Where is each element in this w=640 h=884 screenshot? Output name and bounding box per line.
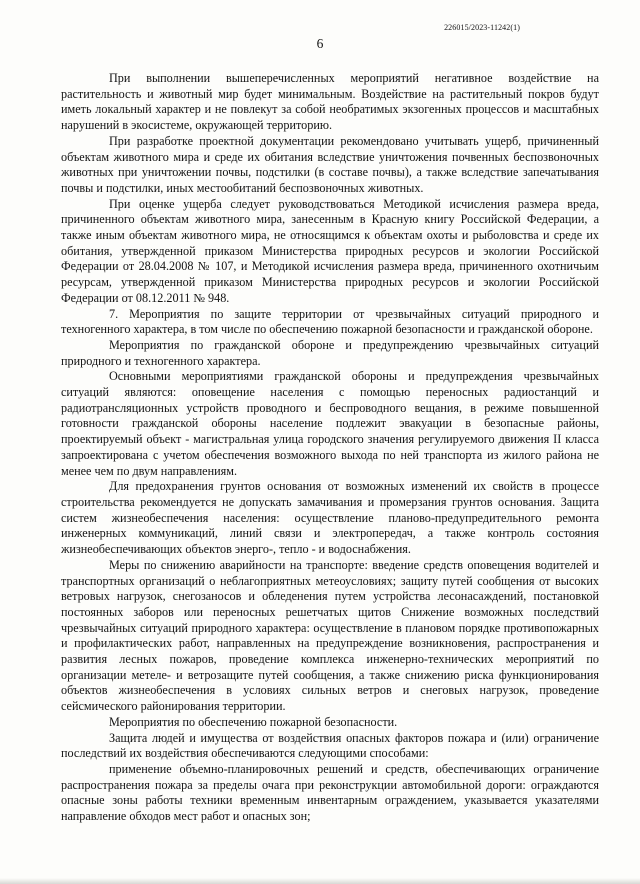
paragraph-fire-safety-heading: Мероприятия по обеспечению пожарной безопасности. [109,714,398,729]
paragraph-fire-measures: применение объемно-планировочных решений и средств, обеспечивающих ограничение распространения пожара за пределы очага при реконструкции автомобильной дороги: ограждаются опасные зоны работы техники временным инвентарным ограждением, указывается указателями направление обходов мест работ и опасных зон; [61,761,599,824]
paragraph-section-7: 7. Мероприятия по защите территории от чрезвычайных ситуаций природного и техногенного характера, в том числе по обеспечению пожарной безопасности и гражданской обороне. [61,306,599,337]
scan-bottom-edge [0,878,640,884]
document-id: 226015/2023-11242(1) [444,23,520,32]
paragraph-soil-protection: Для предохранения грунтов основания от возможных изменений их свойств в процессе строительства рекомендуется не допускать замачивания и промерзания грунтов основания. Защита систем жизнеобеспечения населения: осуществление планово-предупредительного ремонта инженерных коммуникаций, линий связи и электропередач, а также контроль состояния жизнеобеспечивающих объектов энерго-, тепло - и водоснабжения. [61,479,599,557]
paragraph-civil-defense-measures: Основными мероприятиями гражданской обороны и предупреждения чрезвычайных ситуаций являются: оповещение населения с помощью переносных радиостанций и радиотрансляционных устройств проводного и беспроводного вещания, в режиме повышенной готовности гражданской обороны население подлежит эвакуации в безопасные районы, проектируемый объект - магистральная улица городского значения регулируемого движения II класса запроектирована с учетом обеспечения возможного выхода по ней транспорта из жилого района не менее чем по двум направлениям. [61,369,599,478]
paragraph-damage-assessment: При разработке проектной документации рекомендовано учитывать ущерб, причиненный объектам животного мира и среде их обитания вследствие уничтожения почвенных беспозвоночных животных при уничтожении почвы, подстилки (в составе почвы), а также вследствие запечатывания почвы и подстилки, иных местообитаний беспозвоночных животных. [61,133,599,195]
paragraph-fire-protection: Защита людей и имущества от воздействия опасных факторов пожара и (или) ограничение последствий их воздействия обеспечиваются следующими способами: [61,730,599,761]
paragraph-methodology: При оценке ущерба следует руководствоваться Методикой исчисления размера вреда, причиненного объектам животного мира, занесенным в Красную книгу Российской Федерации, а также иным объектам животного мира, не относящимся к объектам охоты и рыболовства и среде их обитания, утвержденной приказом Министерства природных ресурсов и экологии Российской Федерации от 28.04.2008 № 107, и Методикой исчисления размера вреда, причиненного охотничьим ресурсам, утвержденной приказом Министерства природных ресурсов и экологии Российской Федерации от 08.12.2011 № 948. [61,196,599,305]
paragraph-environment-impact: При выполнении вышеперечисленных мероприятий негативное воздействие на растительность и животный мир будет минимальным. Воздействие на растительный покров будут иметь локальный характер и не повлекут за собой необратимых экзогенных процессов и масштабных нарушений в экосистеме, окружающей территорию. [61,71,599,133]
document-body [61,71,599,825]
paragraph-transport-safety: Меры по снижению аварийности на транспорте: введение средств оповещения водителей и транспортных организаций о неблагоприятных метеоусловиях; защиту путей сообщения от высоких ветровых нагрузок, снегозаносов и обледенения путем устройства лесонасаждений, постановкой постоянных заборов или переносных решетчатых щитов Снижение возможных последствий чрезвычайных ситуаций природного характера: осуществление в плановом порядке противопожарных и профилактических работ, направленных на предупреждение возникновения, распространения и развития лесных пожаров, проведение комплекса инженерно-технических мероприятий по организации метеле- и ветрозащите путей сообщения, а также снижению риска функционирования объектов жизнеобеспечения в условиях сильных ветров и снеговых нагрузок, проведение сейсмического районирования территории. [61,557,599,714]
page-number: 6 [316,36,324,51]
paragraph-civil-defense-heading: Мероприятия по гражданской обороне и предупреждению чрезвычайных ситуаций природного и техногенного характера. [61,337,599,368]
